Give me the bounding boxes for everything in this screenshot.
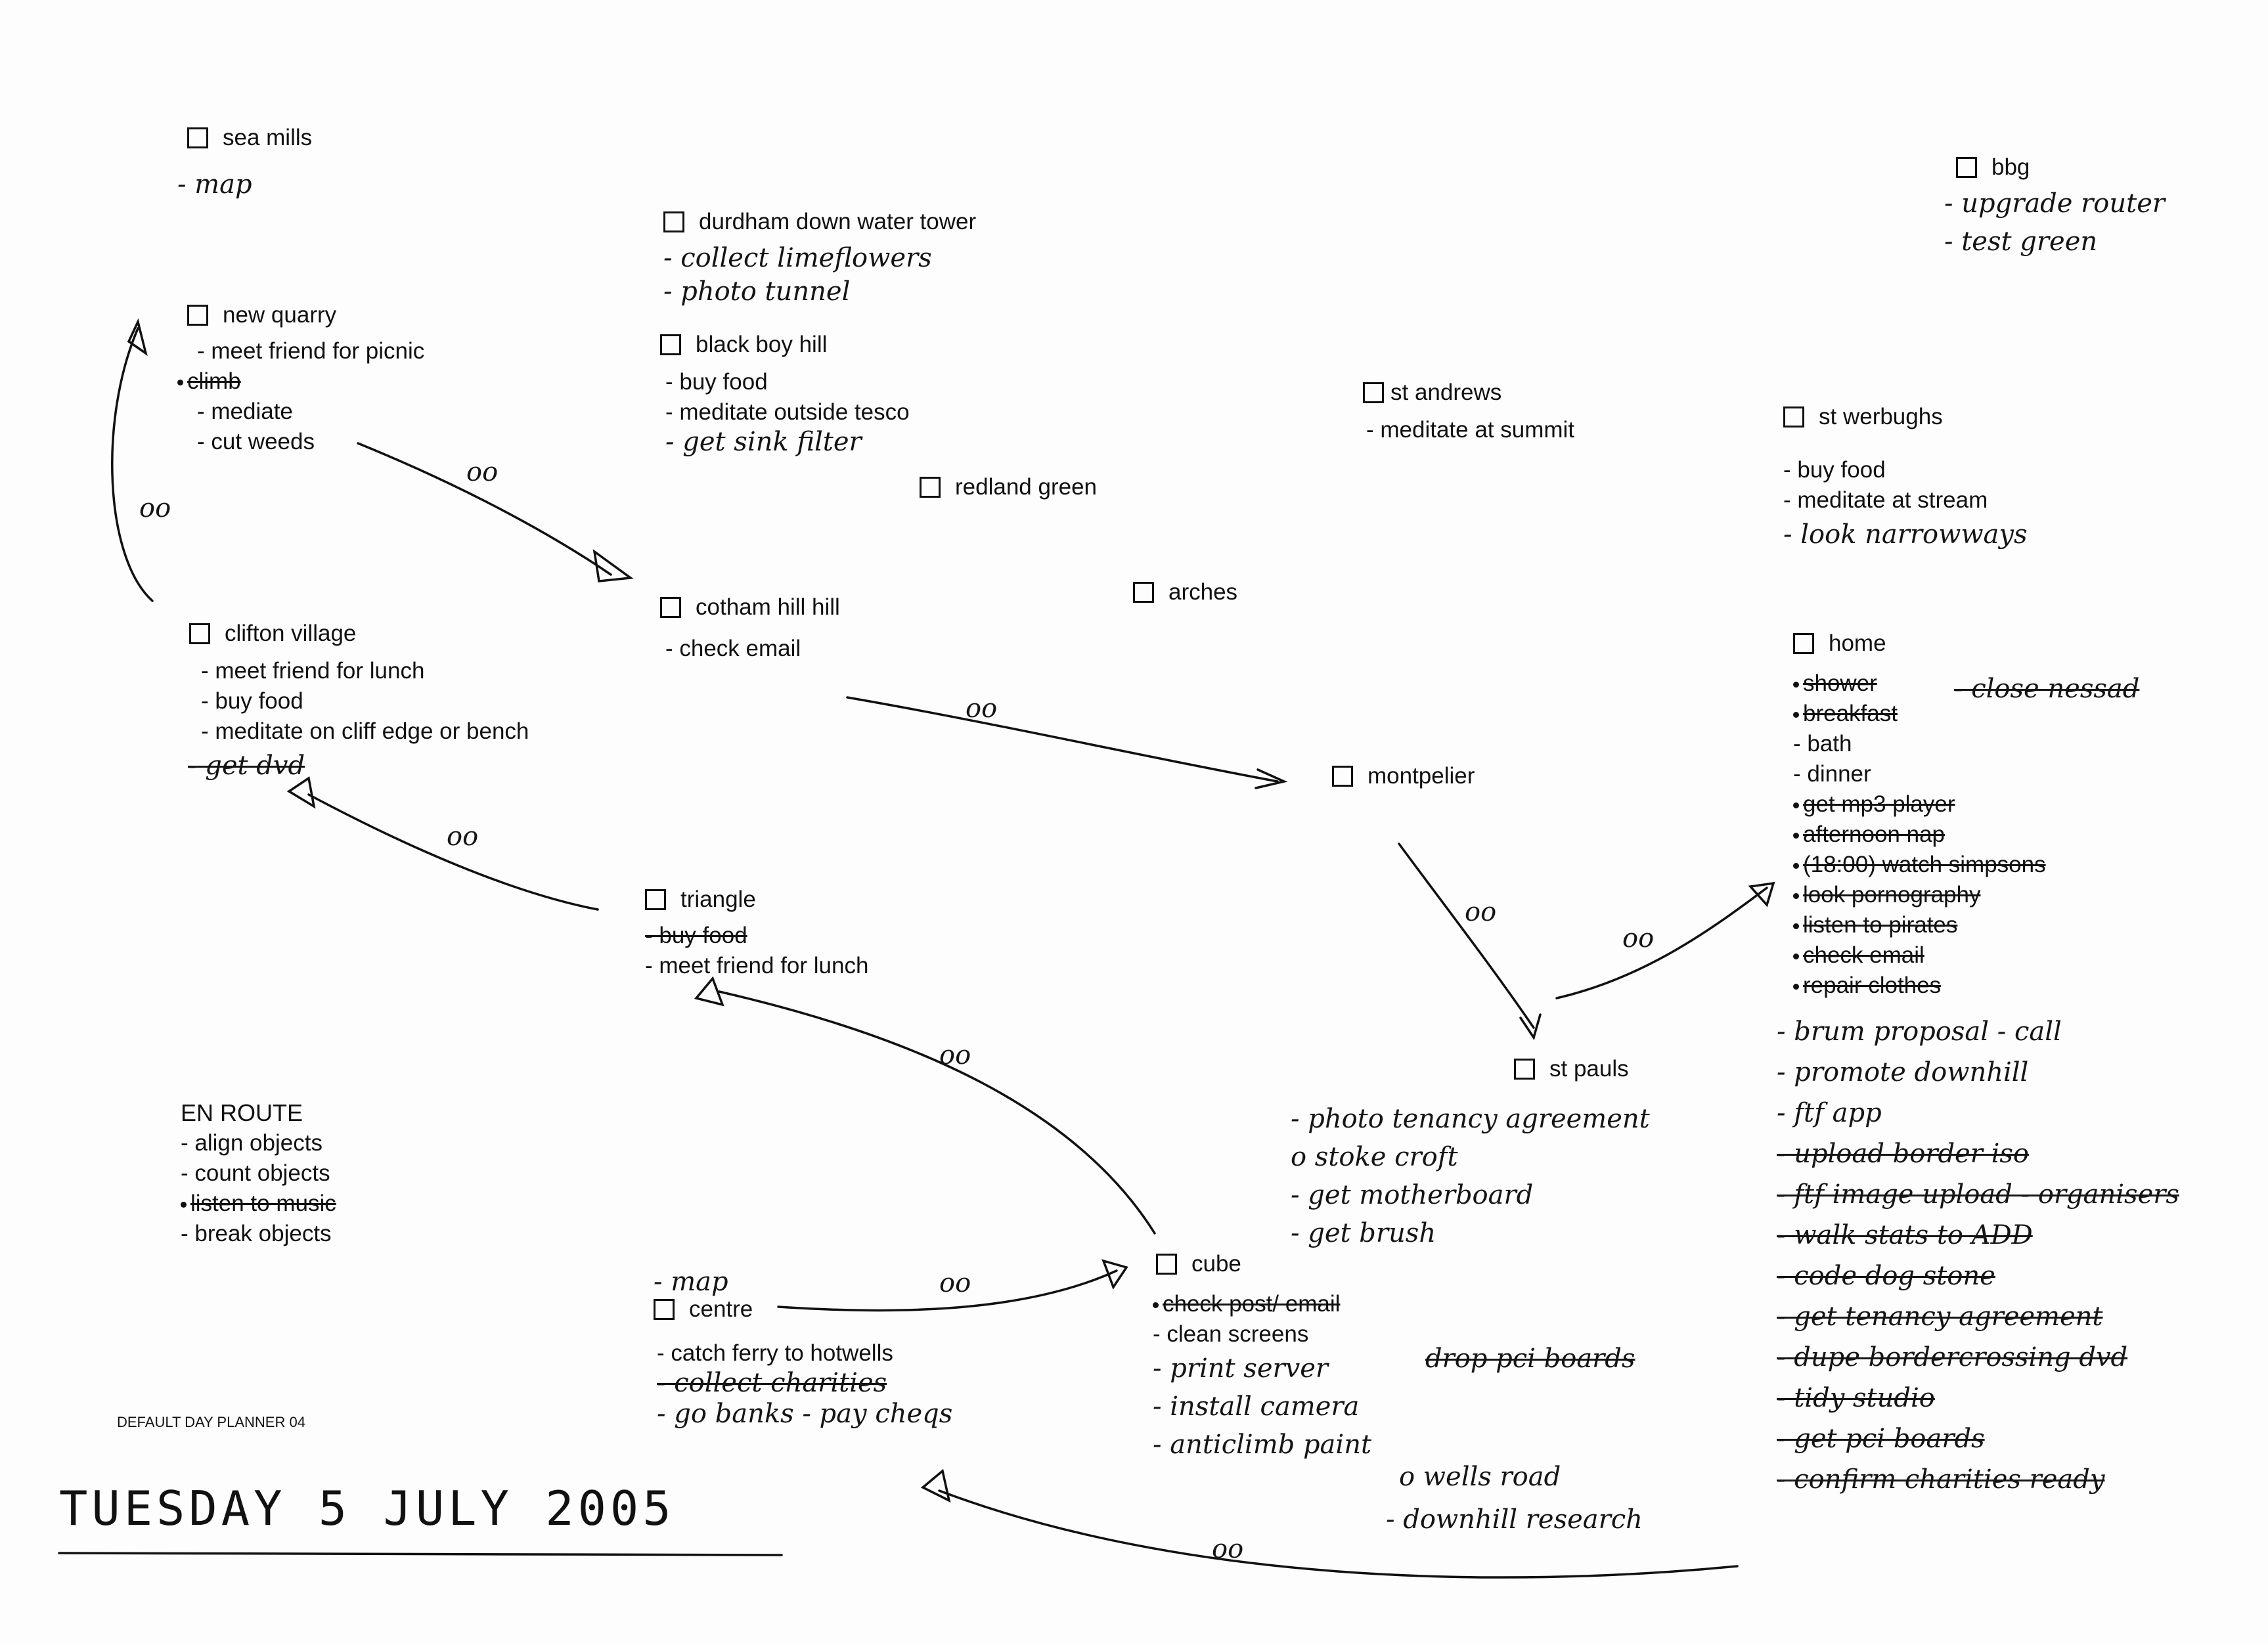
bullet-icon [181,1202,187,1208]
handwritten-note: - tidy studio [1777,1383,1935,1413]
location-sea-mills [177,125,313,204]
task-item-done: check post/ email [1153,1289,1371,1319]
task-item-done: afternoon nap [1793,820,2046,850]
checkbox-cotham-hill[interactable] [660,597,681,618]
handwritten-note: - look narrowways [1783,519,2028,550]
task-item-done: look pornography [1793,880,2046,910]
bullet-icon [1793,833,1799,839]
checkbox-montpelier[interactable] [1332,766,1353,787]
handwritten-note: o stoke croft [1291,1142,1458,1172]
task-item: - meditate on cliff edge or bench [201,718,529,744]
checkbox-st-pauls[interactable] [1514,1059,1535,1080]
checkbox-new-quarry[interactable] [187,305,208,326]
handwritten-note: drop pci boards [1425,1344,1635,1374]
task-item: - align objects [181,1130,322,1156]
location-montpelier [1332,763,1475,789]
location-title: redland green [955,474,1097,500]
handwritten-note: - get dvd [188,751,305,781]
handwritten-note: - map [177,169,252,200]
checkbox-bbg[interactable] [1956,157,1977,178]
location-title: centre [689,1296,753,1322]
handwritten-note: - photo tunnel [663,276,851,307]
handwritten-note: - dupe bordercrossing dvd [1777,1342,2128,1372]
handwritten-note: - get brush [1291,1218,1436,1248]
handwritten-note: - upload border iso [1777,1139,2029,1169]
handwritten-note: - get sink filter [665,427,862,457]
section-title: EN ROUTE [181,1099,303,1126]
location-title: cotham hill hill [696,594,840,620]
glasses-icon: oo [1212,1534,1244,1564]
glasses-icon: oo [139,493,171,523]
handwritten-note: - map [654,1267,728,1297]
handwritten-note: - confirm charities ready [1777,1464,2105,1495]
task-item-done: - buy food [645,923,747,948]
task-item-done: listen to pirates [1793,910,2046,940]
task-item: - buy food [201,688,303,714]
task-item: - count objects [181,1160,330,1186]
handwritten-note: - test green [1944,227,2098,257]
checkbox-home[interactable] [1793,633,1814,654]
glasses-icon: oo [466,457,499,487]
bullet-icon [1793,802,1799,808]
glasses-icon: oo [447,822,479,852]
arrow-clifton-to-quarry [112,328,152,601]
handwritten-note: - print server [1153,1353,1329,1384]
location-arches [1133,579,1237,605]
task-item: - bath [1793,731,1852,757]
handwritten-note: - get pci boards [1777,1424,1985,1454]
task-item-done: climb [177,366,424,397]
location-title: sea mills [223,125,313,150]
bullet-icon [1793,682,1799,688]
glasses-icon: oo [966,693,998,724]
handwritten-note: - collect limeflowers [663,243,932,273]
task-item-done: check email [1793,940,2046,971]
task-item: - meet friend for picnic [197,338,425,364]
handwritten-note: - photo tenancy agreement [1291,1104,1650,1134]
bullet-icon [177,380,183,385]
task-item: - buy food [1783,457,1886,483]
arrow-cotham-to-montpelier [847,697,1278,781]
handwritten-note: - brum proposal - call [1777,1017,2062,1047]
task-item: - meditate at summit [1366,417,1575,443]
bullet-icon [1793,893,1799,899]
task-item: - meditate outside tesco [665,399,910,425]
handwritten-note: - collect charities [657,1368,887,1398]
task-item: - meet friend for lunch [645,953,869,978]
location-redland-green [920,474,1097,500]
bullet-icon [1793,712,1799,718]
location-clifton-village [189,621,529,785]
task-item: - mediate [197,399,293,424]
location-new-quarry [187,302,424,457]
location-title: st werbughs [1819,404,1943,429]
bullet-icon [1793,923,1799,929]
handwritten-note: - code dog stone [1777,1261,1995,1291]
location-cube [1153,1251,1372,1464]
location-bbg [1944,154,2165,261]
location-title: arches [1168,579,1238,605]
location-title: st pauls [1549,1056,1629,1082]
location-title: bbg [1991,154,2030,180]
location-durdham-down [663,209,976,306]
task-item: - break objects [181,1221,332,1246]
checkbox-st-werburghs[interactable] [1783,406,1804,428]
task-item-done: shower [1793,669,2046,699]
glasses-icon: oo [1465,897,1497,927]
location-title: cube [1191,1251,1241,1277]
handwritten-note: - ftf image upload - organisers [1777,1179,2179,1210]
task-item-done: repair clothes [1793,971,2046,1001]
task-item: - check email [665,636,801,661]
handwritten-note: - anticlimb paint [1153,1430,1372,1460]
handwritten-note: - ftf app [1777,1098,1882,1128]
checkbox-durdham-down[interactable] [663,211,684,232]
location-title: black boy hill [696,332,828,357]
checkbox-sea-mills[interactable] [187,127,208,148]
task-item: - catch ferry to hotwells [657,1340,893,1366]
glasses-icon: oo [939,1040,971,1070]
location-st-pauls [1514,1056,1629,1082]
task-item-done: (18:00) watch simpsons [1793,850,2046,880]
checkbox-st-andrews[interactable] [1363,382,1384,403]
checkbox-redland-green[interactable] [920,477,941,498]
location-title: durdham down water tower [699,209,977,234]
handwritten-note: - go banks - pay cheqs [657,1399,953,1429]
location-cotham-hill [660,594,840,664]
date-title: TUESDAY 5 JULY 2005 [59,1481,675,1536]
location-st-andrews [1363,380,1574,445]
location-title: new quarry [223,302,337,328]
location-title: clifton village [225,621,357,646]
location-title: home [1829,630,1886,656]
location-title: montpelier [1367,763,1475,789]
handwritten-note: - close nessad [1954,674,2140,704]
location-black-boy-hill [660,332,910,456]
checkbox-centre[interactable] [654,1299,675,1320]
checkbox-black-boy-hill[interactable] [660,334,681,355]
arrow-stpauls-to-home [1557,888,1767,998]
handwritten-note: - downhill research [1386,1504,1643,1535]
bullet-icon [1153,1302,1159,1308]
st-pauls-notes [1291,1100,1650,1252]
task-item: - cut weeds [197,429,315,454]
task-item: - meditate at stream [1783,487,1988,513]
title-underline [59,1553,782,1555]
task-item-done: listen to music [181,1189,336,1219]
task-item: - dinner [1793,761,1871,787]
task-item-done: get mp3 player [1793,789,2046,820]
task-item: - clean screens [1153,1321,1309,1347]
glasses-icon: oo [1622,923,1655,954]
handwritten-note: - promote downhill [1777,1057,2029,1087]
handwritten-note: o wells road [1399,1462,1561,1492]
glasses-icon: oo [939,1268,971,1298]
arrow-cube-to-triangle [719,992,1155,1233]
location-title: triangle [680,887,756,912]
task-item-done: breakfast [1793,699,2046,729]
checkbox-arches[interactable] [1133,582,1154,603]
checkbox-triangle[interactable] [645,889,666,910]
checkbox-cube[interactable] [1156,1254,1177,1275]
handwritten-note: - upgrade router [1944,188,2165,219]
checkbox-clifton-village[interactable] [189,623,210,644]
handwritten-note: - walk stats to ADD [1777,1220,2033,1250]
task-item: - meet friend for lunch [201,658,425,684]
task-item: - buy food [665,369,768,395]
handwritten-note: - install camera [1153,1392,1360,1422]
home-handwritten-list [1777,1011,2179,1500]
location-st-werburghs [1783,404,2028,554]
location-title: st andrews [1390,380,1502,405]
location-centre [654,1267,952,1430]
handwritten-note: - get motherboard [1291,1180,1534,1210]
bullet-icon [1793,954,1799,959]
bullet-icon [1793,984,1799,990]
en-route-section [181,1098,336,1249]
location-triangle [645,887,868,981]
planner-label: DEFAULT DAY PLANNER 04 [117,1414,305,1430]
arrow-montpelier-to-stpauls [1399,844,1534,1028]
bullet-icon [1793,863,1799,869]
handwritten-note: - get tenancy agreement [1777,1302,2103,1332]
